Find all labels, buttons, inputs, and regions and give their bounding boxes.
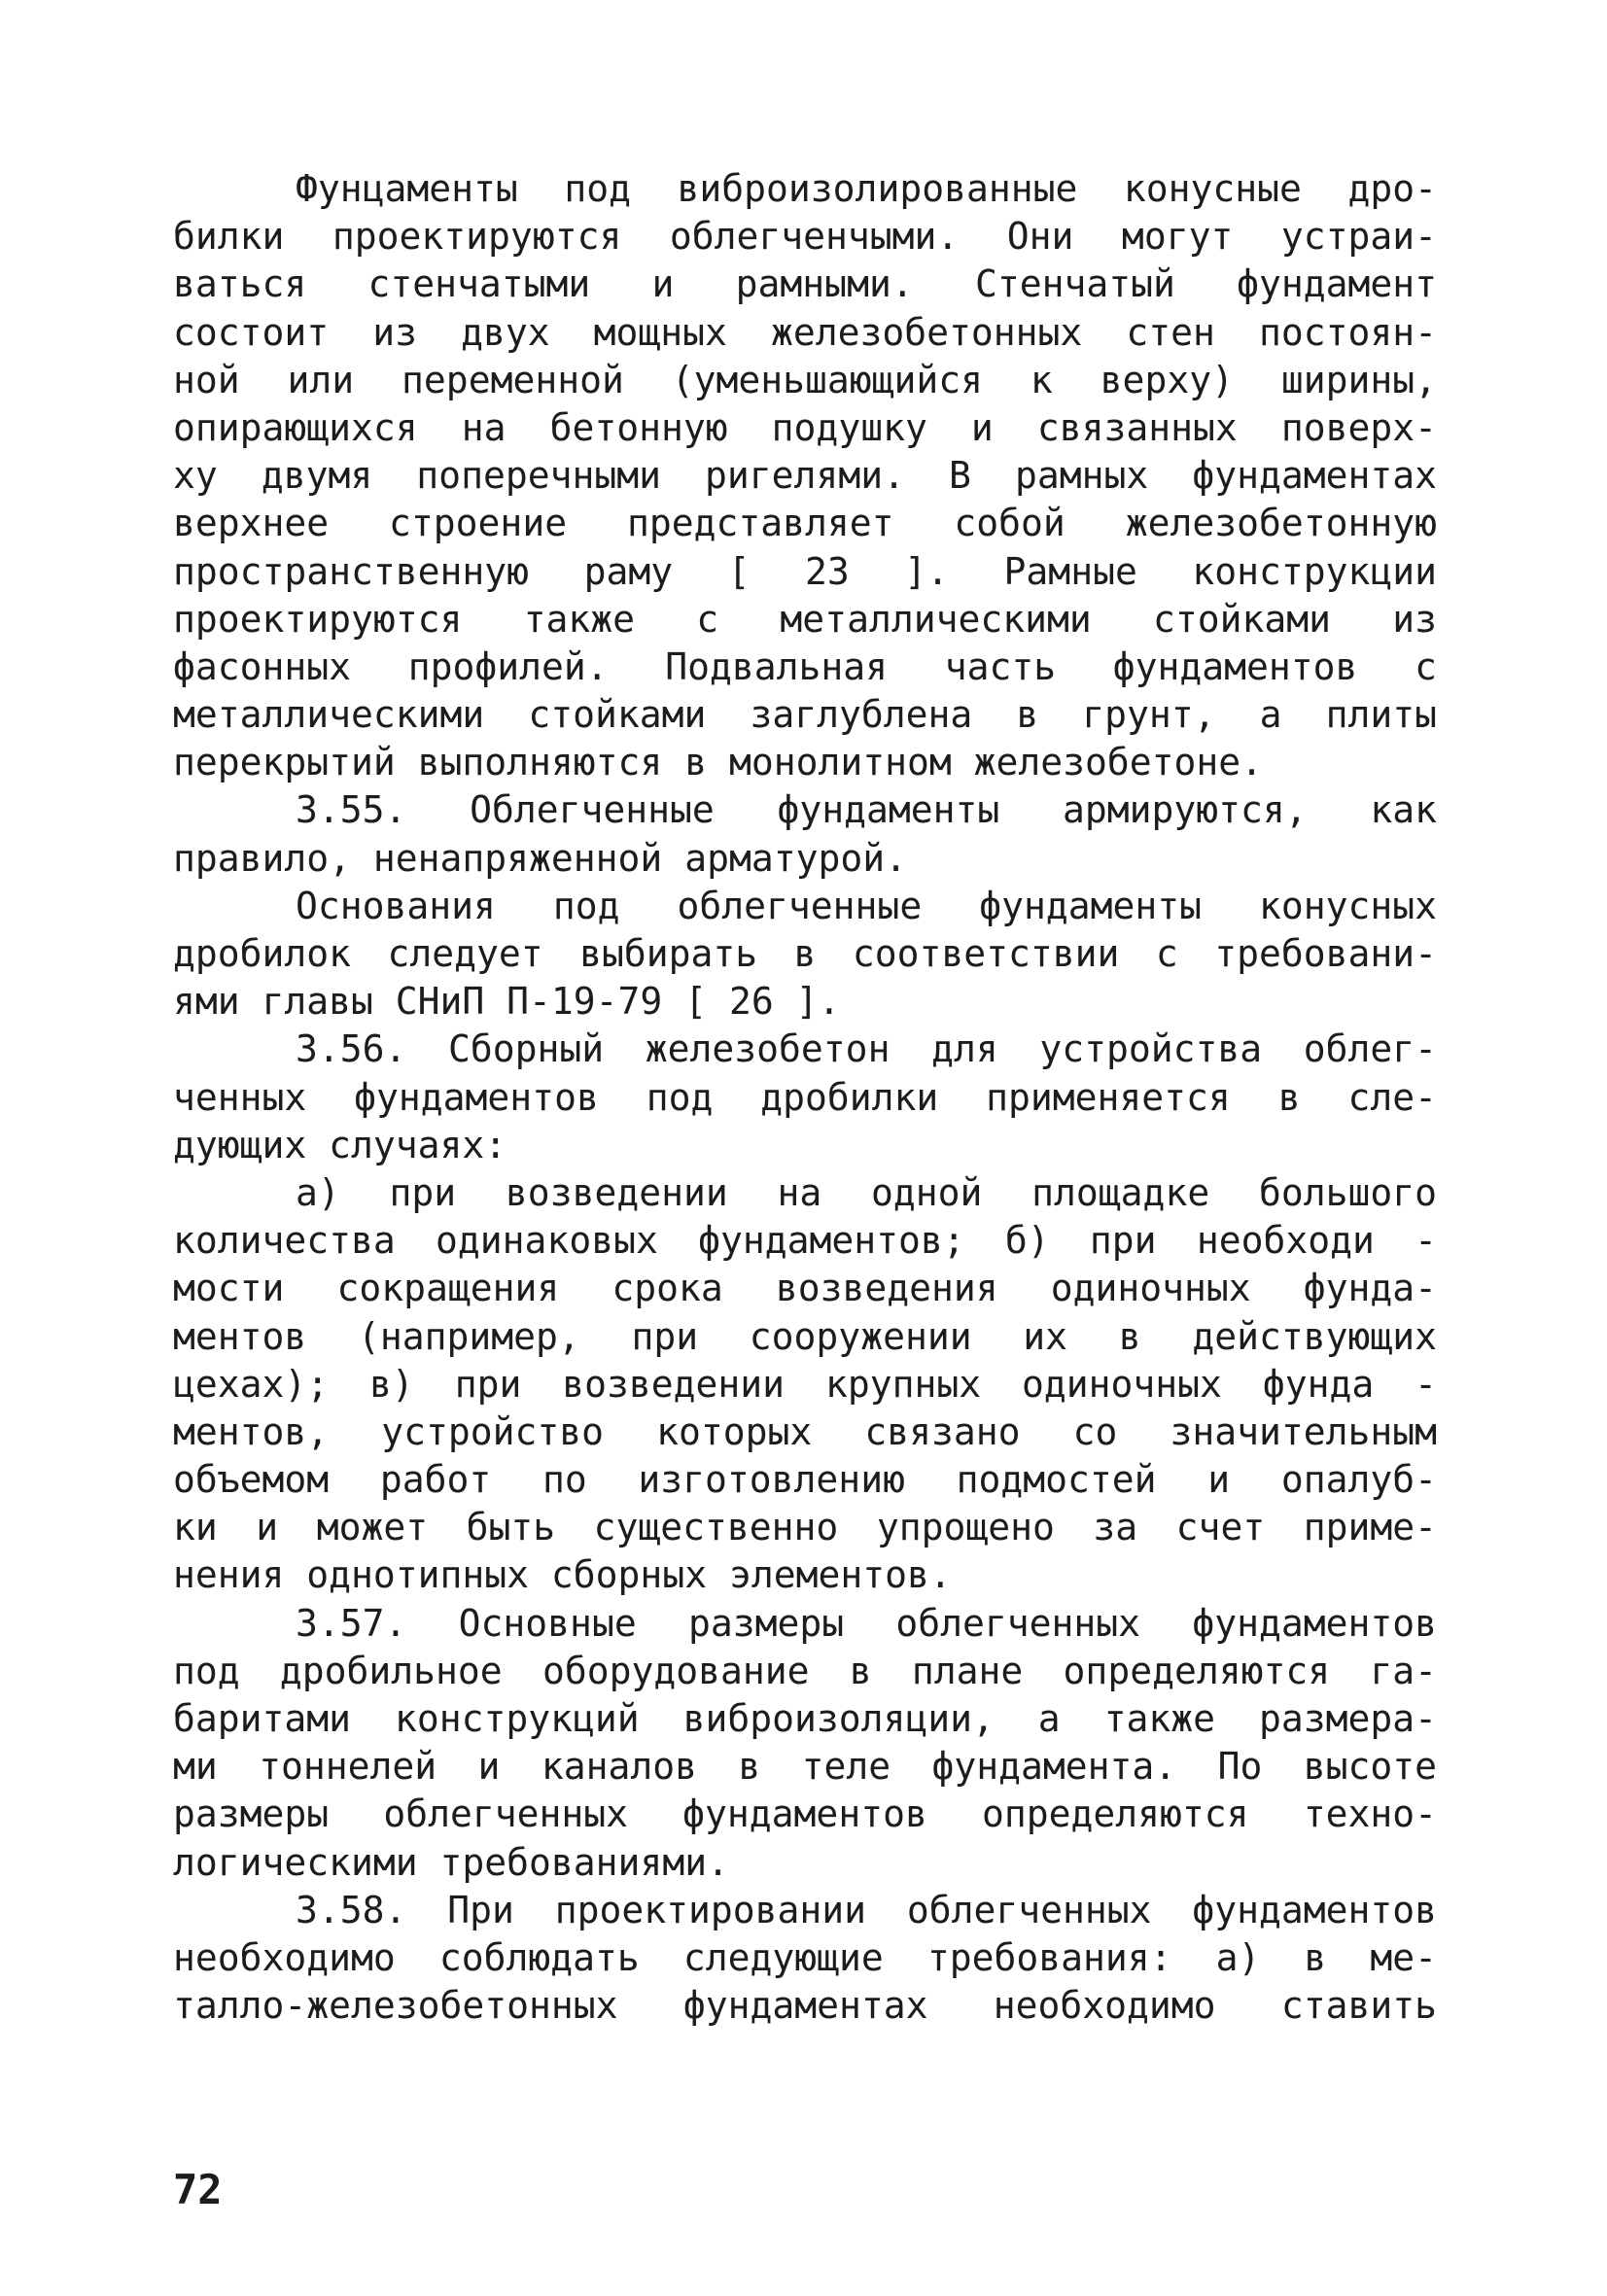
- text-line: а) при возведении на одной площадке большого: [296, 1170, 1437, 1214]
- text-line: состоит из двух мощных железобетонных стен постоян-: [173, 310, 1437, 354]
- text-line: баритами конструкций виброизоляции, а также размера-: [173, 1697, 1437, 1740]
- text-line: под дробильное оборудование в плане определяются га-: [173, 1649, 1437, 1692]
- text-line: объемом работ по изготовлению подмостей и опалуб-: [173, 1458, 1437, 1502]
- text-line: нения однотипных сборных элементов.: [173, 1553, 952, 1597]
- text-line: перекрытий выполняются в монолитном железобетоне.: [173, 741, 1264, 784]
- text-line: ху двумя поперечными ригелями. В рамных фундаментах: [173, 454, 1437, 498]
- text-line: ки и может быть существенно упрощено за счет приме-: [173, 1506, 1437, 1549]
- text-line: ями главы СНиП П-19-79 [ 26 ].: [173, 980, 841, 1024]
- text-line: ной или переменной (уменьшающийся к верху) ширины,: [173, 358, 1437, 401]
- text-line: необходимо соблюдать следующие требования: а) в ме-: [173, 1935, 1437, 1979]
- text-line: Основания под облегченные фундаменты конусных: [296, 884, 1437, 927]
- text-line: ми тоннелей и каналов в теле фундамента. По высоте: [173, 1745, 1437, 1789]
- text-line: проектируются также с металлическими стойками из: [173, 597, 1437, 641]
- text-line: ментов (например, при сооружении их в действующих: [173, 1314, 1437, 1358]
- text-line: ваться стенчатыми и рамными. Стенчатый фундамент: [173, 262, 1437, 306]
- text-line: 3.56. Сборный железобетон для устройства облег-: [296, 1027, 1437, 1071]
- body-text: [173, 165, 1437, 2030]
- text-line: билки проектируются облегченчыми. Они могут устраи-: [173, 215, 1437, 259]
- text-line: верхнее строение представляет собой железобетонную: [173, 502, 1437, 545]
- text-line: 3.58. При проектировании облегченных фундаментов: [296, 1888, 1437, 1931]
- text-line: ментов, устройство которых связано со значительным: [173, 1409, 1437, 1453]
- text-line: ченных фундаментов под дробилки применяется в сле-: [173, 1075, 1437, 1119]
- text-line: размеры облегченных фундаментов определяются техно-: [173, 1792, 1437, 1836]
- text-line: 3.55. Облегченные фундаменты армируются, как: [296, 788, 1437, 832]
- text-line: количества одинаковых фундаментов; б) при необходи -: [173, 1219, 1437, 1263]
- text-line: Фунцаменты под виброизолированные конусные дро-: [296, 167, 1437, 210]
- text-line: опирающихся на бетонную подушку и связанных поверх-: [173, 405, 1437, 449]
- text-line: правило, ненапряженной арматурой.: [173, 836, 907, 880]
- text-line: пространственную раму [ 23 ]. Рамные конструкции: [173, 549, 1437, 593]
- text-line: талло-железобетонных фундаментах необходимо ставить: [173, 1984, 1437, 2028]
- text-line: логическими требованиями.: [173, 1840, 729, 1884]
- page-number: 72: [173, 2166, 223, 2213]
- text-line: металлическими стойками заглублена в грунт, а плиты: [173, 693, 1437, 737]
- text-line: дробилок следует выбирать в соответствии с требовани-: [173, 932, 1437, 975]
- text-line: дующих случаях:: [173, 1123, 507, 1166]
- text-line: 3.57. Основные размеры облегченных фундаментов: [296, 1601, 1437, 1645]
- text-line: мости сокращения срока возведения одиночных фунда-: [173, 1267, 1437, 1310]
- text-line: цехах); в) при возведении крупных одиночных фунда -: [173, 1362, 1437, 1406]
- text-line: фасонных профилей. Подвальная часть фундаментов с: [173, 644, 1437, 688]
